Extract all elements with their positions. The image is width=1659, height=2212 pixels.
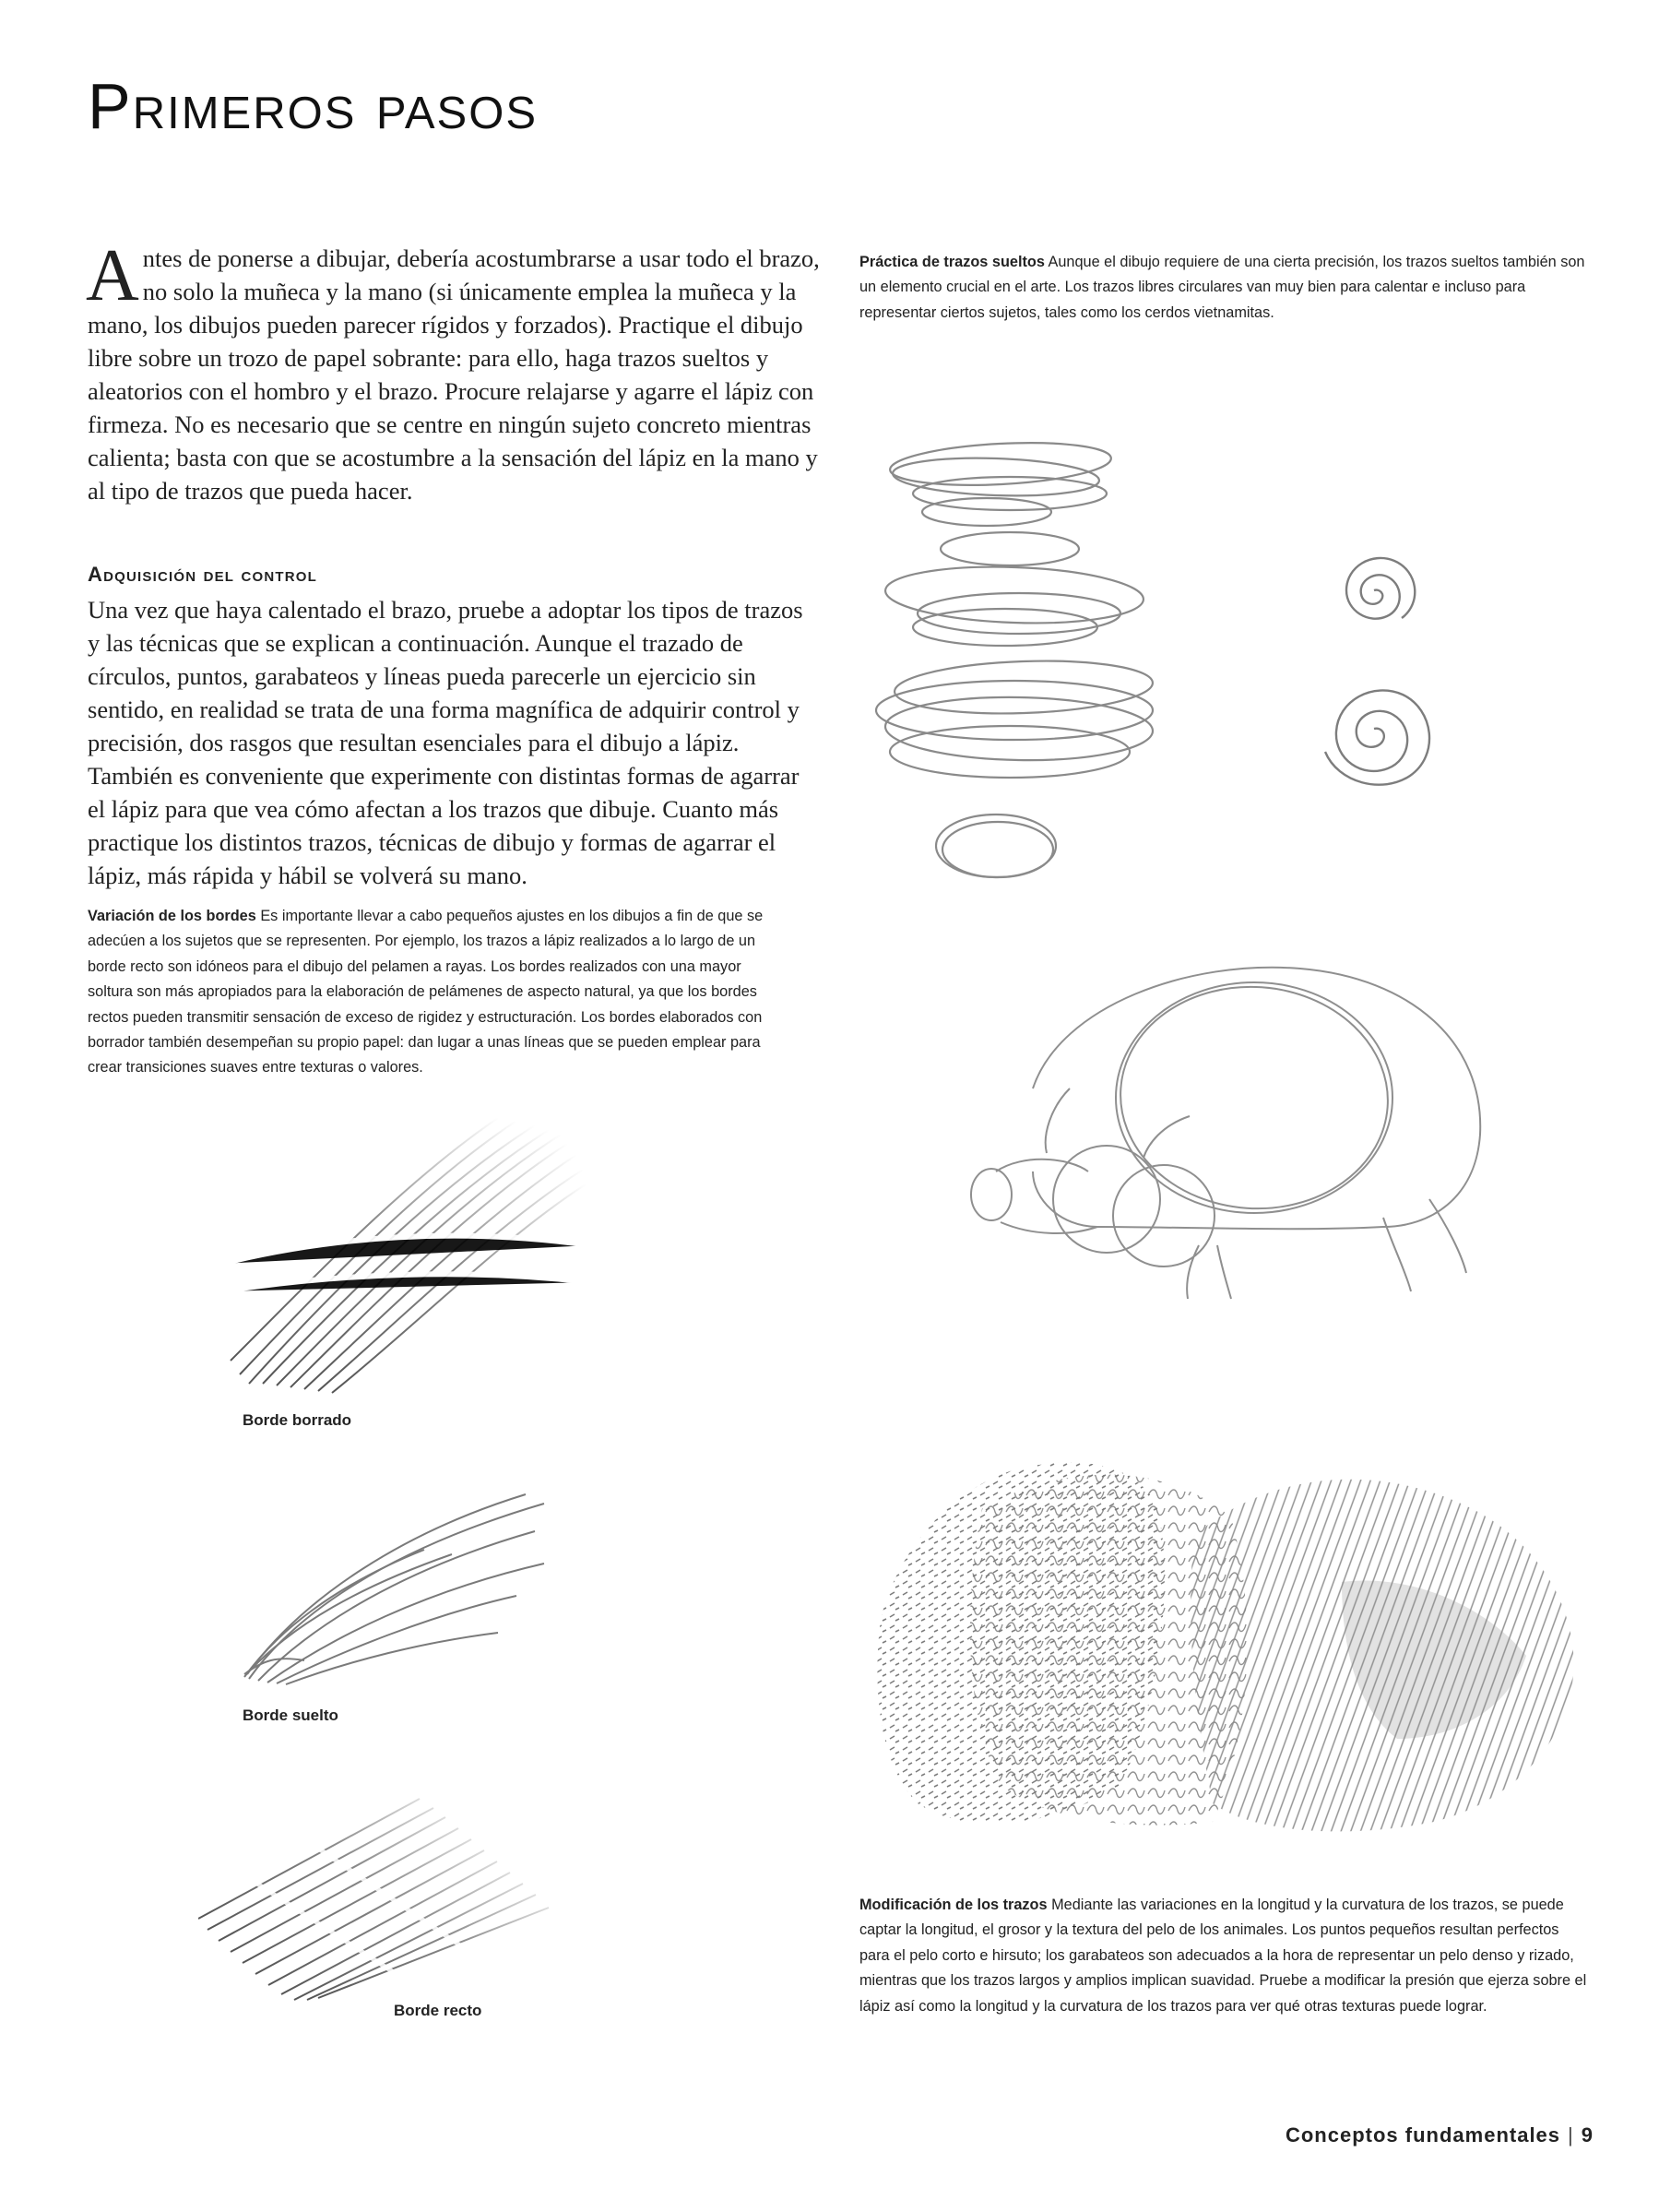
label-borde-borrado: Borde borrado [243, 1411, 352, 1429]
label-borde-recto: Borde recto [394, 2002, 482, 2019]
loose-edge-drawing [240, 1485, 553, 1697]
footer-section: Conceptos fundamentales [1285, 2123, 1561, 2147]
caption-bordes [88, 904, 770, 1081]
control-paragraph: Una vez que haya calentado el brazo, pruebe a adoptar los tipos de trazos y las técnicas que se explican a continuación. Aunque el trazado de círculos, puntos, garabateos y líneas pueda parecerle un ejercicio sin sentido, en realidad se trata de una forma magnífica de adquirir control y precisión, dos rasgos que resultan esenciales para el dibujo a lápiz. También es conveniente que experimente con distintas formas de agarrar el lápiz para que vea cómo afectan a los trazos que dibuje. Cuanto más practique los distintos trazos, técnicas de dibujo y formas de agarrar el lápiz, más rápida y hábil se volverá su mano. [88, 596, 803, 889]
caption-modificacion-lead: Modificación de los trazos [859, 1897, 1048, 1913]
page-footer [1286, 2123, 1594, 2147]
pig-sketch-drawing [950, 950, 1503, 1301]
erased-edge-drawing [221, 1107, 590, 1402]
page-number: 9 [1581, 2123, 1594, 2147]
intro-paragraph [86, 235, 821, 507]
page-title: Primeros pasos [88, 70, 539, 142]
caption-modificacion [859, 1893, 1588, 2019]
drop-cap: A [86, 235, 139, 316]
caption-practica-lead: Práctica de trazos sueltos [859, 254, 1045, 270]
fur-texture-drawing [862, 1434, 1582, 1849]
label-borde-suelto: Borde suelto [243, 1707, 338, 1724]
section-heading-control: Adquisición del control [88, 563, 318, 586]
straight-edge-drawing [198, 1780, 586, 2002]
caption-bordes-lead: Variación de los bordes [88, 908, 256, 924]
loose-ellipses-drawing [858, 420, 1208, 899]
intro-text: ntes de ponerse a dibujar, debería acostumbrarse a usar todo el brazo, no solo la muñeca y la mano (si únicamente emplea la muñeca y la mano, los dibujos pueden parecer rígidos y forzados). Practique el dibujo libre sobre un trozo de papel sobrante: para ello, haga trazos sueltos y aleatorios con el hombro y el brazo. Procure relajarse y agarre el lápiz con firmeza. No es necesario que se centre en ningún sujeto concreto mientras calienta; basta con que se acostumbre a la sensación del lápiz en la mano y al tipo de trazos que pueda hacer. [88, 244, 820, 505]
spirals-drawing [1282, 535, 1466, 886]
caption-practica [859, 250, 1588, 326]
caption-modificacion-text: Mediante las variaciones en la longitud y la curvatura de los trazos, se puede captar la longitud, el grosor y la textura del pelo de los animales. Los puntos pequeños resultan perfectos para el pelo corto e hirsuto; los garabateos son adecuados a la hora de representar un pelo denso y rizado, mientras que los trazos largos y amplios implican suavidad. Pruebe a modificar la presión que ejerza sobre el lápiz así como la longitud y la curvatura de los trazos para ver qué otras texturas puede lograr. [859, 1897, 1587, 2015]
footer-separator: | [1568, 2123, 1574, 2147]
caption-bordes-text: Es importante llevar a cabo pequeños ajustes en los dibujos a fin de que se adecúen a los sujetos que se representen. Por ejemplo, los trazos a lápiz realizados a lo largo de un borde recto son idóneos para el dibujo del pelamen a rayas. Los bordes realizados con una mayor soltura son más apropiados para la elaboración de pelámenes de aspecto natural, ya que los bordes rectos pueden transmitir sensación de exceso de rigidez y estructuración. Los bordes elaborados con borrador también desempeñan su propio papel: dan lugar a unas líneas que se pueden emplear para crear transiciones suaves entre texturas o valores. [88, 908, 764, 1076]
caption-practica-text: Aunque el dibujo requiere de una cierta precisión, los trazos sueltos también son un elemento crucial en el arte. Los trazos libres circulares van muy bien para calentar e incluso para representar ciertos sujetos, tales como los cerdos vietnamitas. [859, 254, 1585, 321]
